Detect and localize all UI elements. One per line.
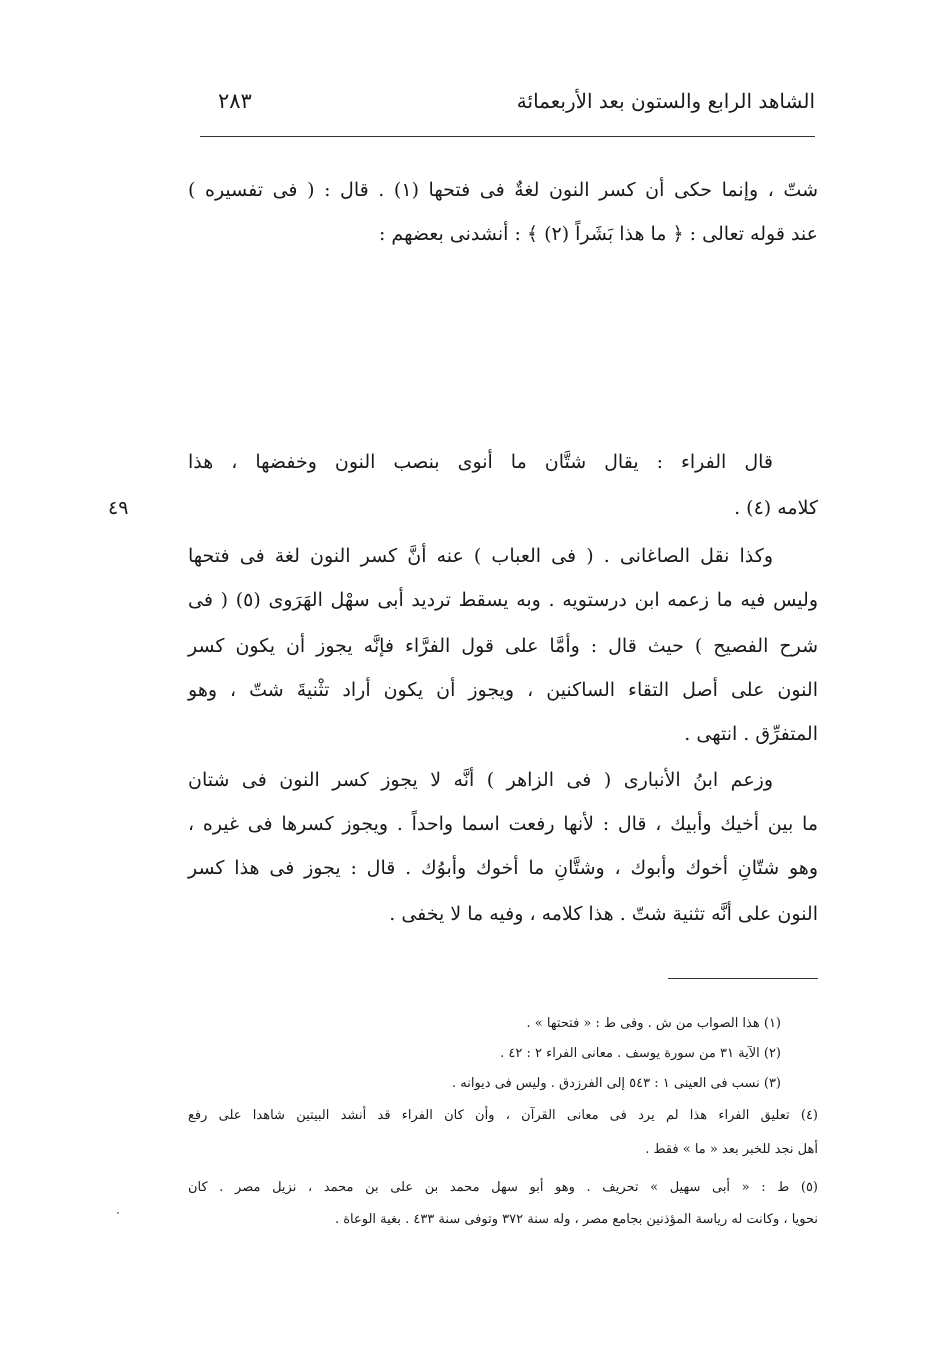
- body-line: عند قوله تعالى : ﴿ ما هذا بَشَراً (٢) ﴾ : أنشدنى بعضهم :: [378, 223, 818, 245]
- footnote-continuation: نحويا ، وكانت له رياسة المؤذنين بجامع مصر ، وله سنة ٣٧٢ وتوفى سنة ٤٣٣ . بغية الوعاة .: [334, 1212, 818, 1227]
- footnote: (٢) الآية ٣١ من سورة يوسف . معانى الفراء ٢ : ٤٢ .: [500, 1046, 781, 1061]
- body-line: شرح الفصيح ) حيث قال : وأمَّا على قول الفرَّاء فإنَّه يجوز أن يكون كسر: [188, 635, 818, 657]
- body-line: كلامه (٤) .: [734, 497, 818, 519]
- body-line: النون على أنَّه تثنية شتّ . هذا كلامه ، وفيه ما لا يخفى .: [389, 903, 818, 925]
- body-line: وهو شتّانِ أخوك وأبوك ، وشتَّانِ ما أخوك وأبوُك . قال : يجوز فى هذا كسر: [188, 857, 818, 879]
- body-line: وكذا نقل الصاغانى . ( فى العباب ) عنه أنَّ كسر النون لغة فى فتحها: [188, 545, 773, 567]
- footnote-continuation: أهل نجد للخبر بعد « ما » فقط .: [645, 1142, 818, 1157]
- header-rule: [200, 136, 815, 137]
- footnote-rule: [668, 978, 818, 979]
- footnote: (٣) نسب فى العينى ١ : ٥٤٣ إلى الفرزدق . وليس فى ديوانه .: [451, 1076, 781, 1091]
- footnote: (٥) ط : « أبى سهيل » تحريف . وهو أبو سهل محمد بن على بن محمد ، نزيل مصر . كان: [188, 1180, 818, 1195]
- footnote: (١) هذا الصواب من ش . وفى ط : « فتحتها » .: [526, 1016, 781, 1031]
- body-line: وليس فيه ما زعمه ابن درستويه . وبه يسقط ترديد أبى سهْل الهَرَوى (٥) ( فى: [188, 589, 818, 611]
- footnote: (٤) تعليق الفراء هذا لم يرد فى معانى القرآن ، وأن كان الفراء قد أنشد البيتين شاهدا على رفع: [188, 1108, 818, 1123]
- body-line: المتفرِّق . انتهى .: [684, 723, 818, 745]
- body-line: وزعم ابنُ الأنبارى ( فى الزاهر ) أنَّه لا يجوز كسر النون فى شتان: [188, 769, 773, 791]
- margin-page-number: ٤٩: [108, 497, 129, 519]
- body-line: قال الفراء : يقال شتَّان ما أنوى بنصب النون وخفضها ، هذا: [188, 451, 773, 473]
- page-number: ٢٨٣: [218, 89, 252, 113]
- body-line: ما بين أخيك وأبيك ، قال : لأنها رفعت اسما واحداً . ويجوز كسرها فى غيره ،: [188, 813, 818, 835]
- scan-speck: [117, 1212, 119, 1214]
- body-line: شتّ ، وإنما حكى أن كسر النون لغةٌ فى فتحها (١) . قال : ( فى تفسيره ): [188, 179, 819, 201]
- running-title: الشاهد الرابع والستون بعد الأربعمائة: [516, 89, 815, 113]
- running-header: [200, 84, 815, 124]
- body-line: النون على أصل التقاء الساكنين ، ويجوز أن يكون أراد تثْنيةَ شتّ ، وهو: [188, 679, 818, 701]
